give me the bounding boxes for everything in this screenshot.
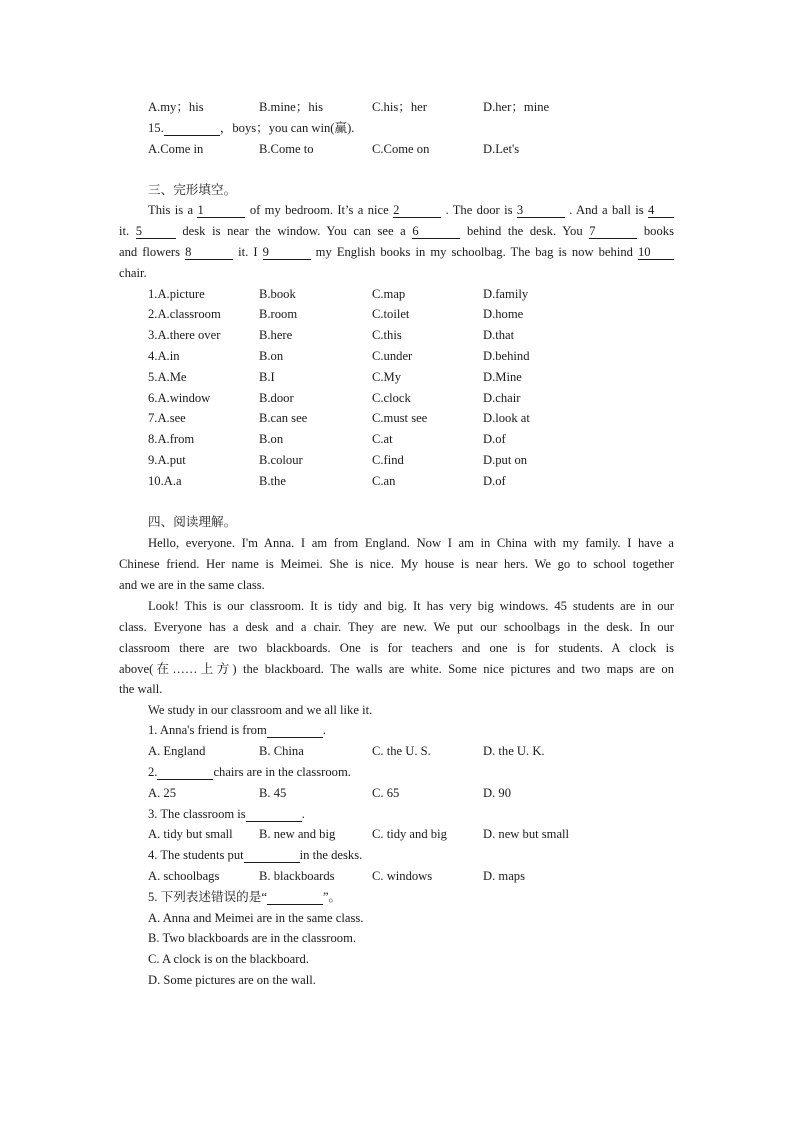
reading-para2-line1: Look! This is our classroom. It is tidy and big. It has very big windows. 45 students are in our bbox=[148, 599, 674, 613]
cloze-blank-4[interactable]: 4 bbox=[648, 204, 674, 218]
cloze-line-4: chair. bbox=[119, 266, 147, 280]
cloze-q4-c: C.under bbox=[372, 349, 413, 363]
cloze-q4-a: 4.A.in bbox=[148, 349, 180, 363]
reading-q1-b: B. China bbox=[259, 744, 304, 758]
cloze-q3-b: B.here bbox=[259, 328, 293, 342]
cloze-q4-b: B.on bbox=[259, 349, 284, 363]
q15-text: ，boys；you can win(赢). bbox=[219, 121, 355, 135]
cloze-q5-b: B.I bbox=[259, 370, 275, 384]
reading-q1-stem: 1. Anna's friend is from . bbox=[148, 723, 326, 737]
cloze-blank-9[interactable]: 9 bbox=[263, 246, 311, 260]
cloze-q7-c: C.must see bbox=[372, 411, 428, 425]
q15-stem bbox=[148, 120, 354, 136]
reading-q1-a: A. England bbox=[148, 744, 206, 758]
cloze-q6-c: C.clock bbox=[372, 391, 411, 405]
reading-para2-line5: the wall. bbox=[119, 682, 163, 696]
reading-heading: 四、阅读理解。 bbox=[148, 514, 237, 529]
cloze-q9-b: B.colour bbox=[259, 453, 303, 467]
q14-option-a: A.my；his bbox=[148, 100, 204, 114]
cloze-q7-a: 7.A.see bbox=[148, 411, 186, 425]
reading-q2-a: A. 25 bbox=[148, 786, 176, 800]
reading-para1-line3: and we are in the same class. bbox=[119, 578, 265, 592]
cloze-blank-8[interactable]: 8 bbox=[185, 246, 233, 260]
reading-q3-a: A. tidy but small bbox=[148, 827, 233, 841]
reading-q1-c: C. the U. S. bbox=[372, 744, 431, 758]
cloze-q8-a: 8.A.from bbox=[148, 432, 195, 446]
cloze-q4-d: D.behind bbox=[483, 349, 530, 363]
cloze-q9-c: C.find bbox=[372, 453, 404, 467]
cloze-q6-a: 6.A.window bbox=[148, 391, 211, 405]
reading-q5-c: C. A clock is on the blackboard. bbox=[148, 952, 309, 966]
cloze-blank-7[interactable]: 7 bbox=[589, 225, 637, 239]
reading-q4-blank[interactable] bbox=[244, 849, 300, 863]
reading-para1-line1: Hello, everyone. I'm Anna. I am from England. Now I am in China with my family. I have a bbox=[148, 536, 674, 550]
cloze-q3-d: D.that bbox=[483, 328, 515, 342]
cloze-q2-d: D.home bbox=[483, 307, 524, 321]
reading-q3-b: B. new and big bbox=[259, 827, 336, 841]
cloze-blank-10[interactable]: 10 bbox=[638, 246, 674, 260]
reading-para2-line4: above(在……上方) the blackboard. The walls are white. Some nice pictures and two maps are on bbox=[119, 662, 674, 676]
q15-blank[interactable] bbox=[164, 122, 220, 136]
cloze-q1-d: D.family bbox=[483, 287, 529, 301]
cloze-blank-5[interactable]: 5 bbox=[136, 225, 176, 239]
cloze-q5-d: D.Mine bbox=[483, 370, 522, 384]
reading-para1-line2: Chinese friend. Her name is Meimei. She is nice. My house is near hers. We go to school together bbox=[119, 557, 674, 571]
q14-option-d: D.her；mine bbox=[483, 100, 550, 114]
reading-q2-c: C. 65 bbox=[372, 786, 400, 800]
reading-q5-blank[interactable] bbox=[267, 891, 323, 905]
q15-option-c: C.Come on bbox=[372, 142, 430, 156]
reading-q3-blank[interactable] bbox=[246, 808, 302, 822]
reading-q2-blank[interactable] bbox=[157, 766, 213, 780]
cloze-q2-b: B.room bbox=[259, 307, 298, 321]
reading-q4-d: D. maps bbox=[483, 869, 525, 883]
cloze-q2-c: C.toilet bbox=[372, 307, 410, 321]
cloze-q2-a: 2.A.classroom bbox=[148, 307, 221, 321]
cloze-blank-6[interactable]: 6 bbox=[412, 225, 460, 239]
reading-para2-line2: class. Everyone has a desk and a chair. They are new. We put our schoolbags in the desk. In our bbox=[119, 620, 674, 634]
reading-para2-line3: classroom there are two blackboards. One is for teachers and one is for students. A clock is bbox=[119, 641, 674, 655]
cloze-q9-d: D.put on bbox=[483, 453, 528, 467]
cloze-blank-1[interactable]: 1 bbox=[197, 204, 245, 218]
cloze-q6-b: B.door bbox=[259, 391, 294, 405]
cloze-q1-a: 1.A.picture bbox=[148, 287, 205, 301]
cloze-blank-2[interactable]: 2 bbox=[393, 204, 441, 218]
reading-q2-d: D. 90 bbox=[483, 786, 511, 800]
q15-option-b: B.Come to bbox=[259, 142, 314, 156]
reading-q2-stem: 2. chairs are in the classroom. bbox=[148, 765, 351, 779]
reading-q3-d: D. new but small bbox=[483, 827, 570, 841]
reading-q1-blank[interactable] bbox=[267, 724, 323, 738]
cloze-line-2: it. 5 desk is near the window. You can see a 6 behind the desk. You 7 books bbox=[119, 224, 674, 238]
cloze-q5-a: 5.A.Me bbox=[148, 370, 187, 384]
reading-para3: We study in our classroom and we all like it. bbox=[148, 703, 373, 717]
cloze-blank-3[interactable]: 3 bbox=[517, 204, 565, 218]
reading-q4-a: A. schoolbags bbox=[148, 869, 220, 883]
reading-q2-b: B. 45 bbox=[259, 786, 287, 800]
q14-option-b: B.mine；his bbox=[259, 100, 324, 114]
cloze-q5-c: C.My bbox=[372, 370, 402, 384]
cloze-line-3: and flowers 8 it. I 9 my English books in my schoolbag. The bag is now behind 10 bbox=[119, 244, 674, 260]
cloze-q8-c: C.at bbox=[372, 432, 393, 446]
cloze-q1-c: C.map bbox=[372, 287, 406, 301]
reading-q4-c: C. windows bbox=[372, 869, 433, 883]
cloze-q8-d: D.of bbox=[483, 432, 506, 446]
cloze-q1-b: B.book bbox=[259, 287, 296, 301]
cloze-q10-b: B.the bbox=[259, 474, 286, 488]
cloze-q10-d: D.of bbox=[483, 474, 506, 488]
cloze-heading: 三、完形填空。 bbox=[148, 182, 237, 197]
q15-option-a: A.Come in bbox=[148, 142, 204, 156]
cloze-q10-a: 10.A.a bbox=[148, 474, 182, 488]
reading-q1-d: D. the U. K. bbox=[483, 744, 545, 758]
reading-q5-a: A. Anna and Meimei are in the same class. bbox=[148, 911, 364, 925]
reading-q5-d: D. Some pictures are on the wall. bbox=[148, 973, 316, 987]
reading-q5-stem: 5. 下列表述错误的是“ ”。 bbox=[148, 890, 342, 904]
cloze-q3-a: 3.A.there over bbox=[148, 328, 221, 342]
reading-q3-c: C. tidy and big bbox=[372, 827, 447, 841]
cloze-q9-a: 9.A.put bbox=[148, 453, 186, 467]
cloze-line-1: This is a 1 of my bedroom. It’s a nice 2 . The door is 3 . And a ball is 4 bbox=[148, 202, 674, 218]
cloze-q3-c: C.this bbox=[372, 328, 402, 342]
reading-q4-b: B. blackboards bbox=[259, 869, 335, 883]
q15-number: 15. bbox=[148, 121, 164, 135]
cloze-q8-b: B.on bbox=[259, 432, 284, 446]
cloze-q7-d: D.look at bbox=[483, 411, 530, 425]
q14-option-c: C.his；her bbox=[372, 100, 427, 114]
reading-q5-b: B. Two blackboards are in the classroom. bbox=[148, 931, 357, 945]
reading-q3-stem: 3. The classroom is . bbox=[148, 807, 305, 821]
cloze-q6-d: D.chair bbox=[483, 391, 521, 405]
cloze-q7-b: B.can see bbox=[259, 411, 308, 425]
reading-q4-stem: 4. The students put in the desks. bbox=[148, 848, 363, 862]
cloze-q10-c: C.an bbox=[372, 474, 396, 488]
q15-option-d: D.Let's bbox=[483, 142, 520, 156]
